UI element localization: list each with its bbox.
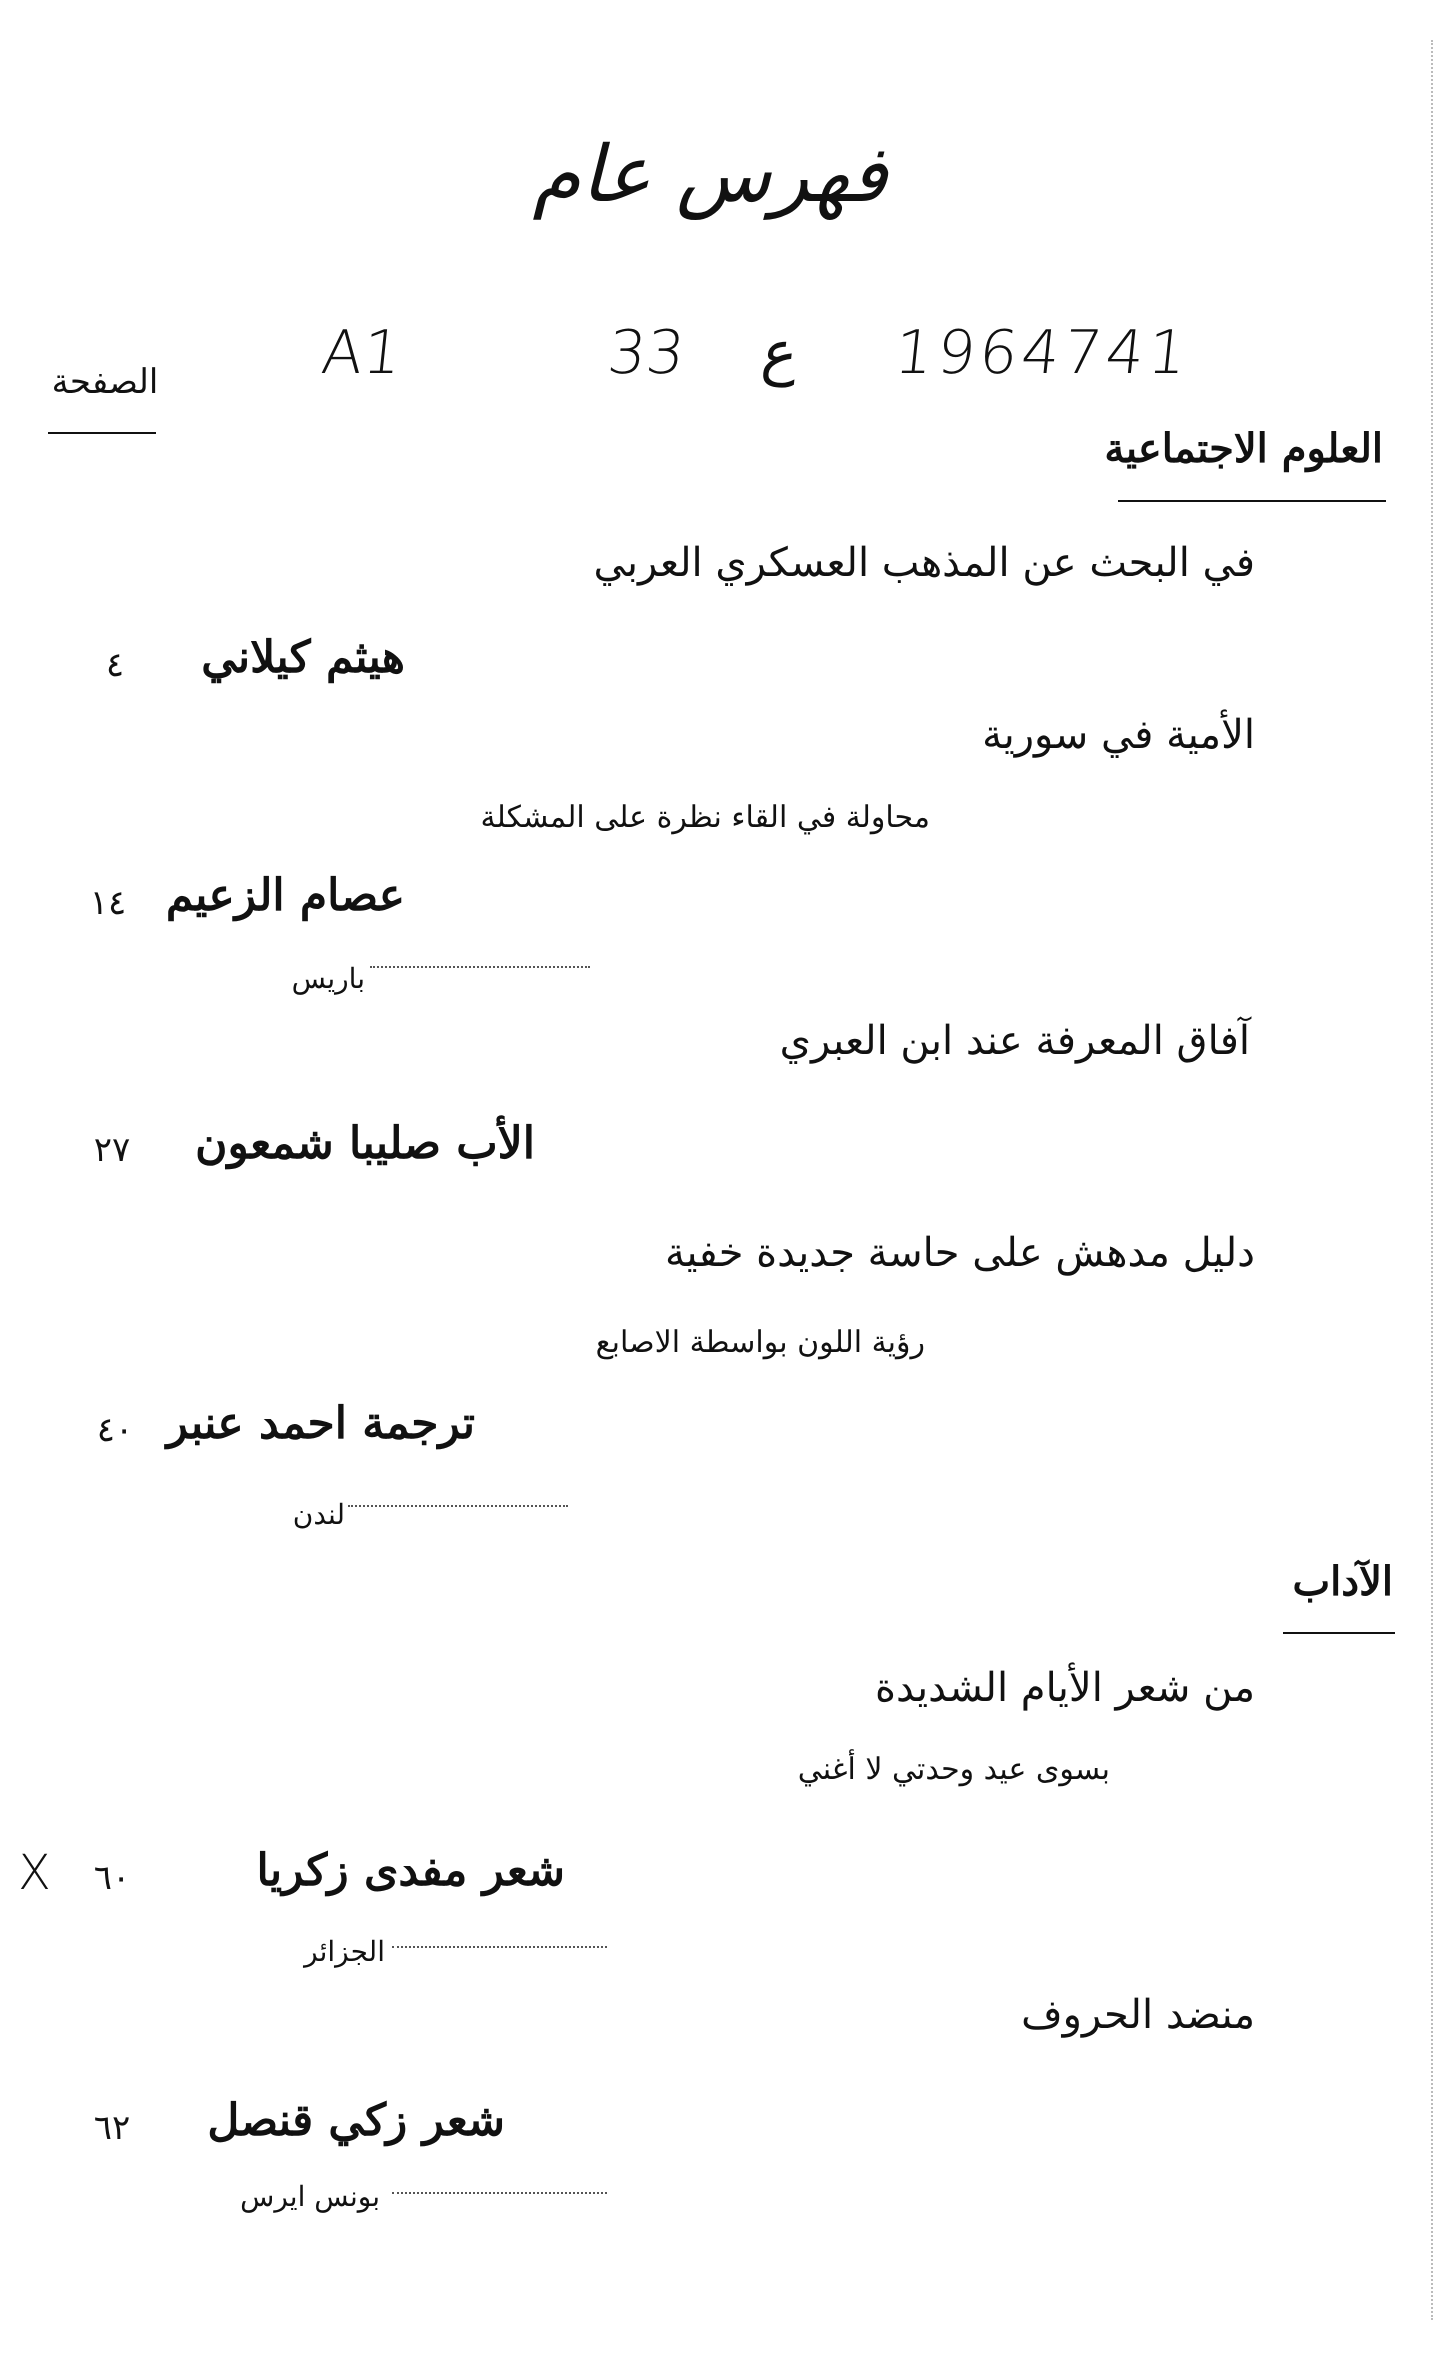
margin-x-mark: X bbox=[18, 1845, 51, 1901]
article-author: ترجمة احمد عنبر bbox=[166, 1398, 475, 1449]
page-number: ٤ bbox=[105, 645, 125, 685]
section-underline bbox=[1283, 1632, 1395, 1634]
section-heading-literature: الآداب bbox=[1292, 1558, 1393, 1605]
article-title: دليل مدهش على حاسة جديدة خفية bbox=[664, 1230, 1255, 1276]
article-title: آفاق المعرفة عند ابن العبري bbox=[779, 1018, 1250, 1064]
article-subtitle: بسوى عيد وحدتي لا أغني bbox=[797, 1752, 1110, 1787]
article-subtitle: رؤية اللون بواسطة الاصابع bbox=[595, 1325, 925, 1360]
article-title: من شعر الأيام الشديدة bbox=[875, 1665, 1255, 1711]
handwritten-code-a: A1 bbox=[318, 318, 405, 388]
section-heading-social-sciences: العلوم الاجتماعية bbox=[1104, 425, 1383, 472]
article-location: لندن bbox=[292, 1498, 345, 1531]
dotted-leader bbox=[348, 1505, 568, 1507]
article-title: منضد الحروف bbox=[1021, 1992, 1255, 2038]
page-column-label: الصفحة bbox=[51, 362, 159, 402]
page-number: ٤٠ bbox=[96, 1410, 134, 1450]
article-author: شعر زكي قنصل bbox=[207, 2095, 505, 2146]
article-location: باريس bbox=[291, 962, 365, 995]
handwritten-code-c: ع bbox=[758, 318, 802, 388]
dotted-leader bbox=[392, 2192, 607, 2194]
handwritten-code-d: 1964741 bbox=[891, 318, 1194, 388]
page-number: ١٤ bbox=[89, 883, 127, 923]
page-column-underline bbox=[48, 432, 156, 434]
page-number: ٢٧ bbox=[93, 1130, 131, 1170]
article-author: عصام الزعيم bbox=[165, 870, 405, 921]
article-subtitle: محاولة في القاء نظرة على المشكلة bbox=[480, 800, 930, 835]
handwritten-code-b: 33 bbox=[604, 318, 689, 388]
section-underline bbox=[1118, 500, 1386, 502]
page-number: ٦٢ bbox=[93, 2108, 131, 2148]
article-author: شعر مفدى زكريا bbox=[256, 1845, 565, 1896]
scan-edge-dots bbox=[1431, 40, 1435, 2320]
article-title: في البحث عن المذهب العسكري العربي bbox=[593, 540, 1255, 586]
article-author: الأب صليبا شمعون bbox=[195, 1118, 535, 1169]
article-location: بونس ايرس bbox=[240, 2180, 380, 2213]
article-location: الجزائر bbox=[304, 1935, 385, 1968]
article-author: هيثم كيلاني bbox=[201, 632, 405, 683]
article-title: الأمية في سورية bbox=[982, 712, 1255, 758]
dotted-leader bbox=[370, 966, 590, 968]
page-title: فهرس عام bbox=[532, 130, 888, 220]
page-number: ٦٠ bbox=[93, 1858, 131, 1898]
dotted-leader bbox=[392, 1946, 607, 1948]
